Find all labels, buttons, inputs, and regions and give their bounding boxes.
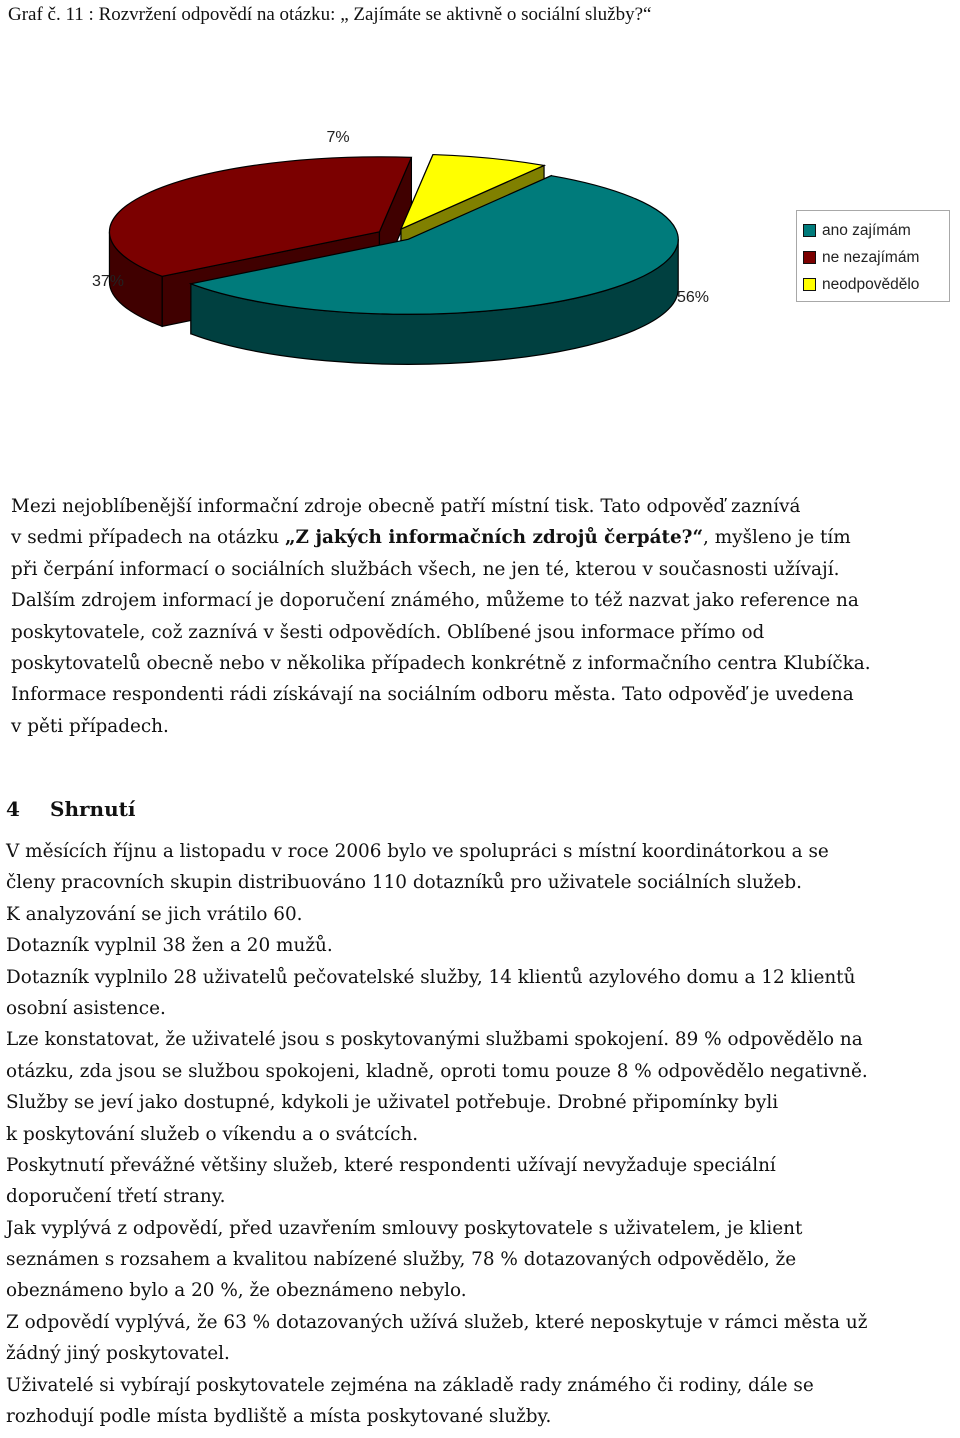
text-span: Informace respondenti rádi získávají na sociálním odboru města. Tato odpověď je uvedena (11, 684, 854, 706)
text-span: Dalším zdrojem informací je doporučení známého, můžeme to též nazvat jako reference na (11, 590, 859, 612)
legend-swatch-neodpovedelo (803, 278, 816, 291)
text-line (11, 648, 871, 679)
text-line (6, 1213, 868, 1244)
text-line (6, 867, 868, 898)
legend-label-neodpovedelo: neodpovědělo (822, 275, 920, 293)
text-span: Dotazník vyplnil 38 žen a 20 mužů. (6, 935, 333, 957)
text-span: otázku, zda jsou se službou spokojeni, kladně, oproti tomu pouze 8 % odpovědělo negativně. (6, 1060, 868, 1082)
text-line (11, 491, 871, 522)
text-line (6, 1275, 868, 1306)
text-line (6, 1024, 868, 1055)
text-span: Mezi nejoblíbenější informační zdroje obecně patří místní tisk. Tato odpověď zaznívá (11, 496, 801, 517)
text-span: Poskytnutí převážné většiny služeb, které respondenti užívají nevyžaduje speciální (6, 1154, 776, 1176)
text-line (11, 617, 871, 648)
text-span: Lze konstatovat, že uživatelé jsou s poskytovanými službami spokojení. 89 % odpovědělo na (6, 1029, 863, 1051)
text-span: v sedmi případech na otázku (11, 527, 285, 549)
paragraph-information-sources (11, 491, 871, 742)
text-span: žádný jiný poskytovatel. (6, 1343, 230, 1365)
data-label-neodpovedelo: 7% (326, 129, 350, 146)
text-line (11, 554, 871, 585)
text-line (6, 1119, 868, 1150)
text-line (6, 993, 868, 1024)
paragraph-summary (6, 836, 868, 1432)
text-span: Uživatelé si vybírají poskytovatele zejména na základě rady známého či rodiny, dále se (6, 1374, 814, 1396)
text-line (6, 1307, 868, 1338)
data-label-ne: 37% (91, 273, 125, 290)
legend-swatch-ano (803, 224, 816, 237)
text-span: K analyzování se jich vrátilo 60. (6, 903, 303, 925)
chart-legend (796, 210, 950, 302)
text-line (6, 1338, 868, 1369)
text-line (6, 1056, 868, 1087)
text-span: obeznámeno bylo a 20 %, že obeznámeno nebylo. (6, 1280, 467, 1302)
text-line (6, 836, 868, 867)
text-line (6, 899, 868, 930)
text-span: při čerpání informací o sociálních službách všech, ne jen té, kterou v současnosti užívají. (11, 558, 840, 580)
legend-item-ne (803, 244, 949, 271)
text-span: seznámen s rozsahem a kvalitou nabízené služby, 78 % dotazovaných odpovědělo, že (6, 1249, 797, 1271)
text-line (6, 962, 868, 993)
text-line (11, 522, 871, 553)
section-title: Shrnutí (50, 797, 136, 821)
text-span: Jak vyplývá z odpovědí, před uzavřením smlouvy poskytovatele s uživatelem, je klient (6, 1217, 803, 1239)
text-line (6, 1401, 868, 1432)
text-line (6, 1087, 868, 1118)
text-line (11, 585, 871, 616)
legend-label-ne: ne nezajímám (822, 248, 920, 266)
text-span: V měsících říjnu a listopadu v roce 2006 bylo ve spolupráci s místní koordinátorkou a se (6, 841, 829, 862)
text-span: Dotazník vyplnilo 28 uživatelů pečovatelské služby, 14 klientů azylového domu a 12 klientů (6, 966, 856, 988)
text-line (6, 1244, 868, 1275)
text-line (11, 711, 871, 742)
legend-swatch-ne (803, 251, 816, 264)
text-span: poskytovatelů obecně nebo v několika případech konkrétně z informačního centra Klubíčka. (11, 652, 871, 674)
text-span: v pěti případech. (11, 715, 169, 737)
text-span: poskytovatele, což zaznívá v šesti odpovědích. Oblíbené jsou informace přímo od (11, 621, 765, 643)
text-line (11, 679, 871, 710)
legend-label-ano: ano zajímám (822, 221, 911, 239)
data-label-ano: 56% (676, 289, 710, 306)
text-span: osobní asistence. (6, 997, 166, 1019)
text-span: Z odpovědí vyplývá, že 63 % dotazovaných užívá služeb, které neposkytuje v rámci města už (6, 1311, 868, 1333)
chart-caption: Graf č. 11 : Rozvržení odpovědí na otázku: „ Zajímáte se aktivně o sociální služby?“ (8, 4, 652, 25)
text-span: Služby se jeví jako dostupné, kdykoli je uživatel potřebuje. Drobné připomínky byli (6, 1092, 779, 1114)
text-line (6, 930, 868, 961)
legend-item-neodpovedelo (803, 271, 949, 298)
legend-item-ano (803, 217, 949, 244)
text-span: doporučení třetí strany. (6, 1186, 226, 1208)
text-span: členy pracovních skupin distribuováno 110 dotazníků pro uživatele sociálních služeb. (6, 872, 803, 894)
section-heading (6, 797, 135, 821)
text-line (6, 1150, 868, 1181)
text-span: , myšleno je tím (703, 527, 851, 549)
text-line (6, 1370, 868, 1401)
bold-text: „Z jakých informačních zdrojů čerpáte?“ (284, 527, 704, 549)
text-span: rozhodují podle místa bydliště a místa poskytované služby. (6, 1406, 552, 1428)
text-span: k poskytování služeb o víkendu a o svátcích. (6, 1123, 419, 1145)
section-number: 4 (6, 797, 20, 821)
text-line (6, 1181, 868, 1212)
